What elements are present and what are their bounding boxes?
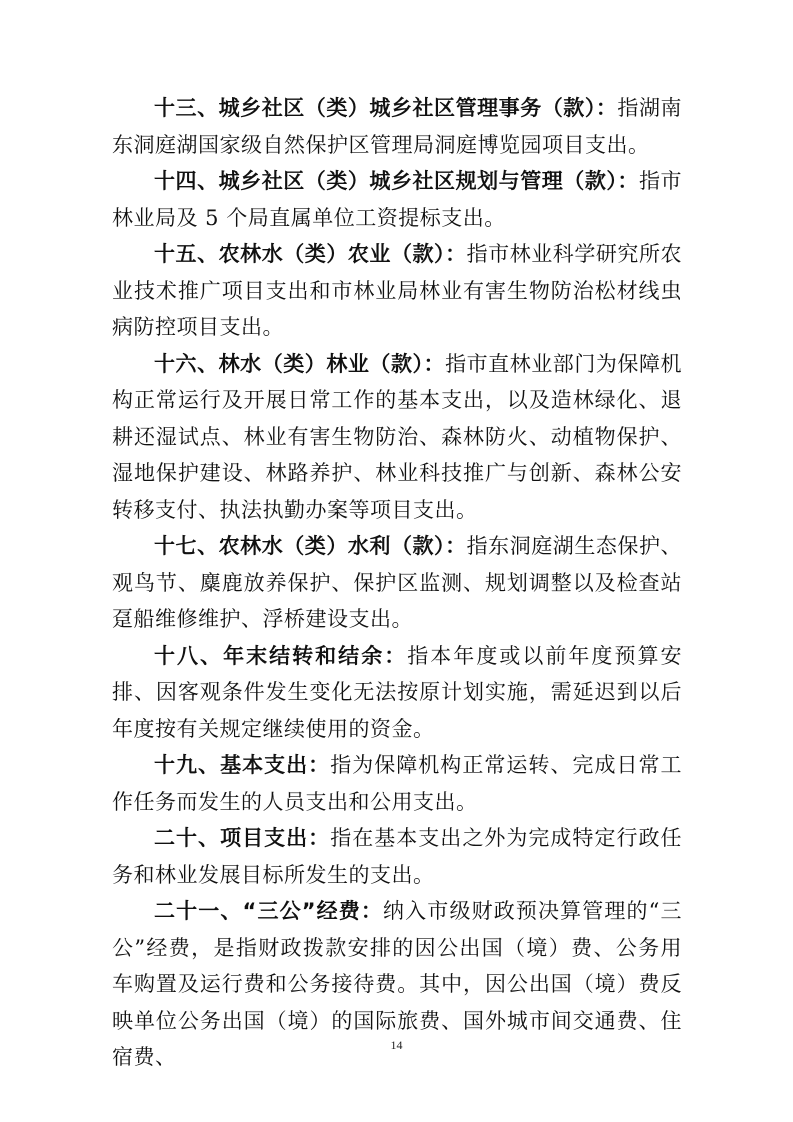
paragraph-15	[112, 236, 682, 346]
paragraph-13-term: 十三、城乡社区（类）城乡社区管理事务（款）：	[154, 96, 618, 120]
paragraph-14-text: 指市林业局及 5 个局直属单位工资提标支出。	[112, 169, 683, 230]
paragraph-16	[112, 346, 682, 529]
paragraph-19	[112, 747, 682, 820]
paragraph-15-term: 十五、农林水（类）农业（款）：	[154, 242, 467, 266]
page-number: 14	[390, 1038, 403, 1052]
paragraph-17	[112, 528, 682, 638]
paragraph-14-term: 十四、城乡社区（类）城乡社区规划与管理（款）：	[154, 169, 639, 193]
paragraph-17-text: 指东洞庭湖生态保护、观鸟节、麋鹿放养保护、保护区监测、规划调整以及检查站趸船维修维护、浮桥建设支出。	[112, 534, 682, 631]
paragraph-16-text: 指市直林业部门为保障机构正常运行及开展日常工作的基本支出，以及造林绿化、退耕还湿试点、林业有害生物防治、森林防火、动植物保护、湿地保护建设、林路养护、林业科技推广与创新、森林公安转移支付、执法执勤办案等项目支出。	[112, 351, 683, 522]
paragraph-13	[112, 90, 682, 163]
paragraph-15-text: 指市林业科学研究所农业技术推广项目支出和市林业局林业有害生物防治松材线虫病防控项目支出。	[112, 242, 682, 339]
paragraph-16-term: 十六、林水（类）林业（款）：	[154, 351, 446, 376]
paragraph-17-term: 十七、农林水（类）水利（款）：	[154, 534, 467, 558]
paragraph-18	[112, 638, 682, 748]
paragraph-18-term: 十八、年末结转和结余：	[154, 643, 408, 668]
document-body	[112, 90, 682, 1076]
paragraph-19-term: 十九、基本支出：	[154, 753, 331, 777]
paragraph-14	[112, 163, 682, 236]
paragraph-19-text: 指为保障机构正常运转、完成日常工作任务而发生的人员支出和公用支出。	[112, 753, 683, 814]
paragraph-18-text: 指本年度或以前年度预算安排、因客观条件发生变化无法按原计划实施，需延迟到以后年度按有关规定继续使用的资金。	[112, 643, 682, 741]
paragraph-21-text: 纳入市级财政预决算管理的“三公”经费，是指财政拨款安排的因公出国（境）费、公务用车购置及运行费和公务接待费。其中，因公出国（境）费反映单位公务出国（境）的国际旅费、国外城市间交通费、住宿费、	[112, 899, 682, 1069]
paragraph-20	[112, 820, 682, 893]
paragraph-20-term: 二十、项目支出：	[154, 826, 331, 850]
paragraph-20-text: 指在基本支出之外为完成特定行政任务和林业发展目标所发生的支出。	[112, 826, 683, 887]
paragraph-13-text: 指湖南东洞庭湖国家级自然保护区管理局洞庭博览园项目支出。	[112, 96, 683, 157]
paragraph-21-term: 二十一、“三公”经费：	[154, 899, 384, 923]
